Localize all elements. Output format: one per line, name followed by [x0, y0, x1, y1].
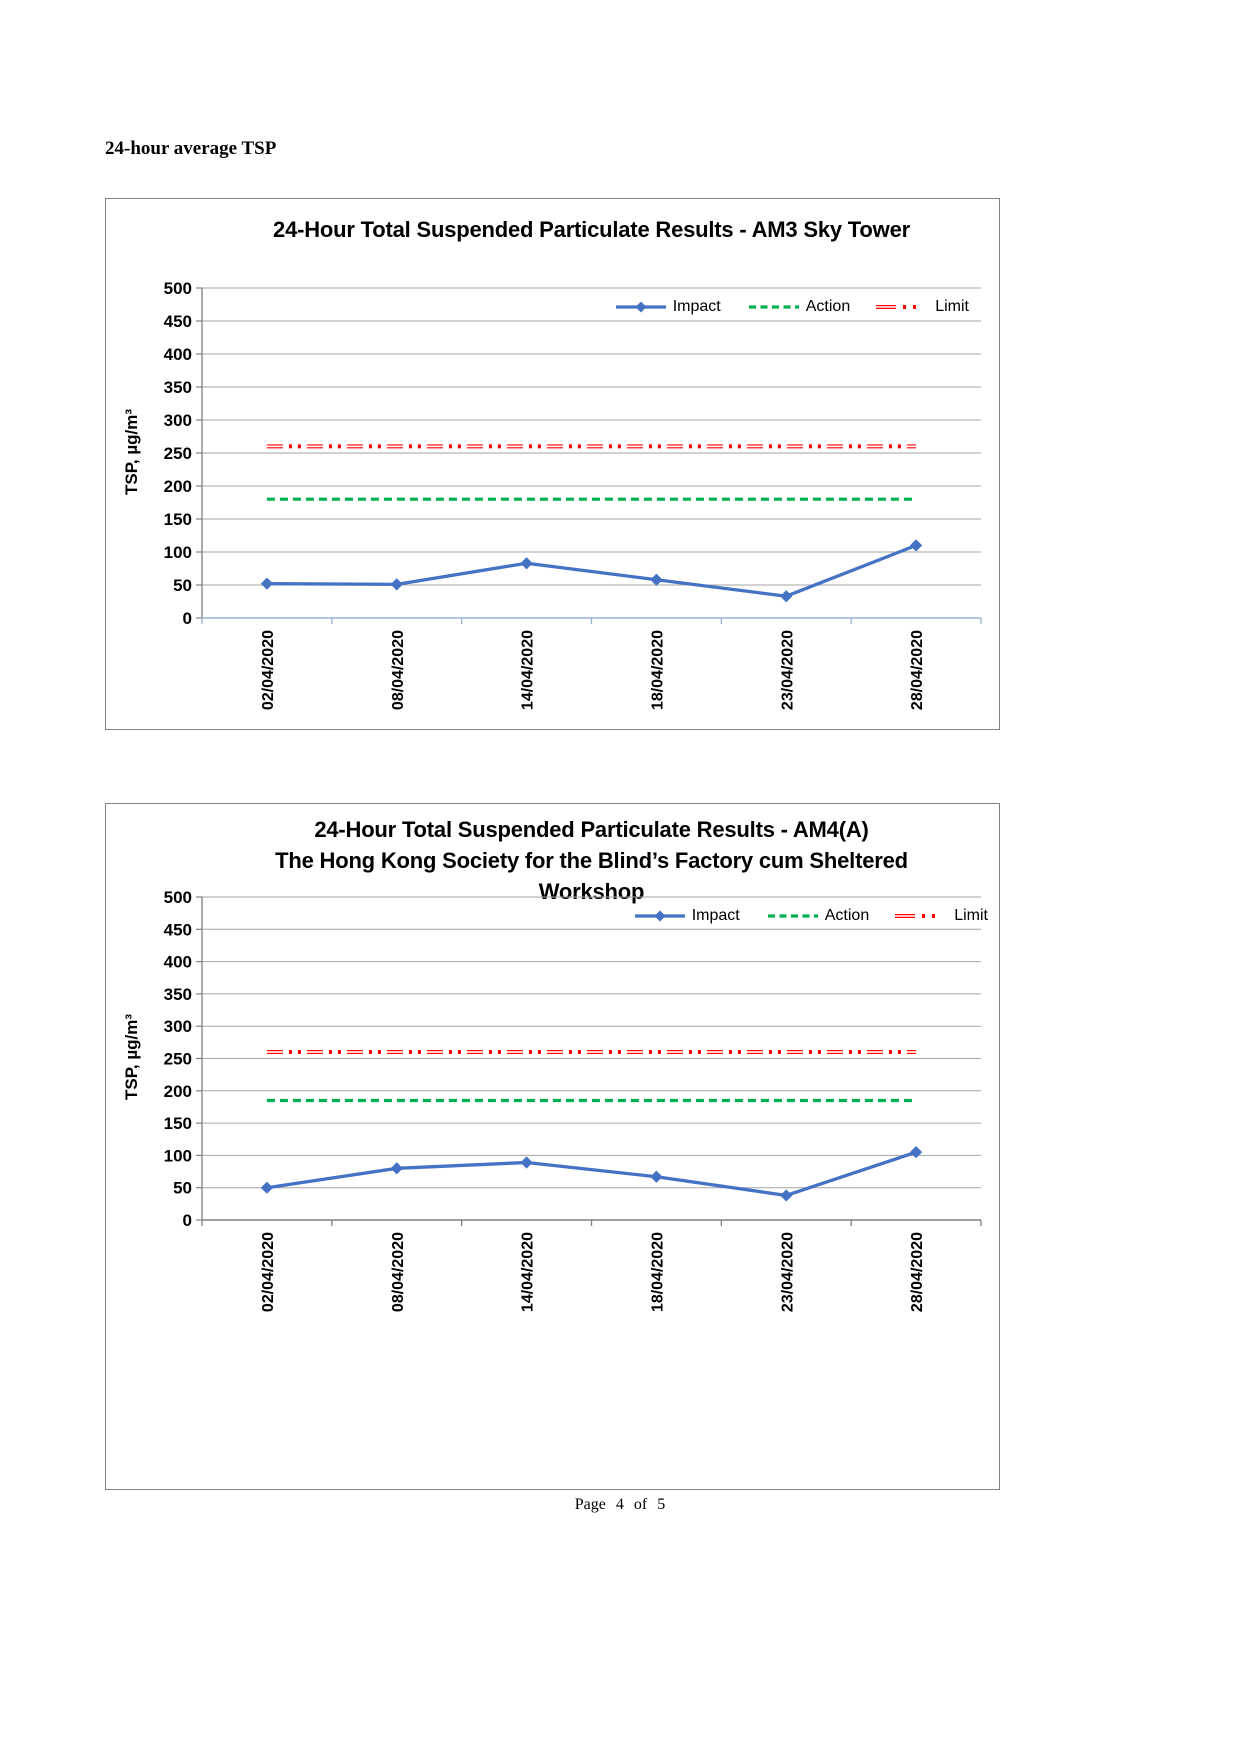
- chart-title-line: 24-Hour Total Suspended Particulate Results - AM4(A): [314, 817, 869, 842]
- impact-marker-diamond: [521, 1157, 532, 1168]
- x-category-label: 18/04/2020: [649, 630, 667, 711]
- legend-marker-limit-icon: [895, 908, 949, 924]
- legend-item-impact: [633, 907, 740, 925]
- y-tick-label: 450: [163, 312, 192, 331]
- legend-label: Limit: [935, 298, 969, 315]
- legend-label: Impact: [672, 298, 721, 315]
- y-tick-label: 50: [173, 576, 192, 595]
- impact-marker-diamond: [262, 1182, 273, 1193]
- y-tick-label: 150: [163, 1114, 192, 1134]
- impact-marker-diamond: [651, 574, 662, 585]
- x-category-label: 23/04/2020: [779, 1232, 797, 1313]
- chart-legend: [633, 907, 988, 925]
- legend-label: Limit: [954, 907, 988, 924]
- legend-item-limit: [876, 298, 969, 316]
- legend-label: Impact: [691, 907, 740, 924]
- impact-marker-diamond: [651, 1171, 662, 1182]
- y-tick-label: 300: [163, 411, 192, 430]
- x-category-label: 02/04/2020: [259, 1232, 277, 1313]
- x-category-label: 14/04/2020: [519, 1232, 537, 1313]
- impact-line: [267, 545, 916, 596]
- x-category-label: 08/04/2020: [389, 1232, 407, 1313]
- x-category-label: 02/04/2020: [259, 630, 277, 711]
- chart-title-line: The Hong Kong Society for the Blind’s Factory cum Sheltered: [275, 848, 908, 873]
- legend-item-limit: [895, 907, 988, 925]
- legend-label: Action: [824, 907, 870, 924]
- y-tick-label: 100: [163, 543, 192, 562]
- y-tick-label: 500: [163, 888, 192, 907]
- y-tick-label: 400: [163, 345, 192, 364]
- impact-marker-diamond: [262, 578, 273, 589]
- impact-marker-diamond: [911, 540, 922, 551]
- y-tick-label: 400: [163, 952, 192, 972]
- chart-am3-sky-tower: [105, 198, 1000, 730]
- impact-marker-diamond: [521, 558, 532, 569]
- impact-marker-diamond: [391, 1163, 402, 1174]
- y-tick-label: 350: [163, 984, 192, 1004]
- y-tick-label: 0: [182, 1211, 192, 1230]
- y-tick-label: 450: [163, 920, 192, 940]
- y-tick-label: 0: [182, 609, 192, 628]
- y-tick-label: 50: [173, 1178, 192, 1198]
- impact-line: [267, 1152, 916, 1195]
- impact-marker-diamond: [391, 579, 402, 590]
- y-tick-label: 300: [163, 1017, 192, 1037]
- legend-item-action: [766, 907, 869, 925]
- x-category-label: 08/04/2020: [389, 630, 407, 711]
- page-number: Page 4 of 5: [574, 1496, 666, 1513]
- legend-item-action: [747, 298, 850, 316]
- chart-am4a-blind-factory-workshop: [105, 803, 1000, 1490]
- legend-marker-impact-icon: [633, 908, 687, 924]
- legend-marker-limit-icon: [876, 299, 930, 315]
- y-tick-label: 150: [163, 510, 192, 529]
- impact-marker-diamond: [781, 591, 792, 602]
- legend-marker-action-icon: [766, 908, 820, 924]
- y-tick-label: 200: [163, 477, 192, 496]
- chart-legend: [614, 298, 969, 316]
- chart-title-line: Workshop: [538, 879, 645, 904]
- y-tick-label: 100: [163, 1146, 192, 1166]
- chart-title-line: 24-Hour Total Suspended Particulate Results - AM3 Sky Tower: [273, 217, 910, 242]
- legend-item-impact: [614, 298, 721, 316]
- y-tick-label: 200: [163, 1081, 192, 1101]
- y-tick-label: 250: [163, 444, 192, 463]
- y-axis-title: TSP, µg/m³: [122, 409, 141, 495]
- y-axis-title: TSP, µg/m³: [122, 1014, 141, 1100]
- legend-marker-action-icon: [747, 299, 801, 315]
- y-tick-label: 250: [163, 1049, 192, 1069]
- x-category-label: 23/04/2020: [779, 630, 797, 711]
- impact-marker-diamond: [911, 1147, 922, 1158]
- x-category-label: 28/04/2020: [909, 1232, 927, 1313]
- x-category-label: 14/04/2020: [519, 630, 537, 711]
- impact-marker-diamond: [781, 1190, 792, 1201]
- legend-marker-impact-icon: [614, 299, 668, 315]
- page-heading: 24-hour average TSP: [105, 138, 277, 159]
- y-tick-label: 500: [163, 279, 192, 298]
- plot-area: [106, 199, 999, 729]
- x-category-label: 28/04/2020: [909, 630, 927, 711]
- x-category-label: 18/04/2020: [649, 1232, 667, 1313]
- legend-label: Action: [805, 298, 851, 315]
- y-tick-label: 350: [163, 378, 192, 397]
